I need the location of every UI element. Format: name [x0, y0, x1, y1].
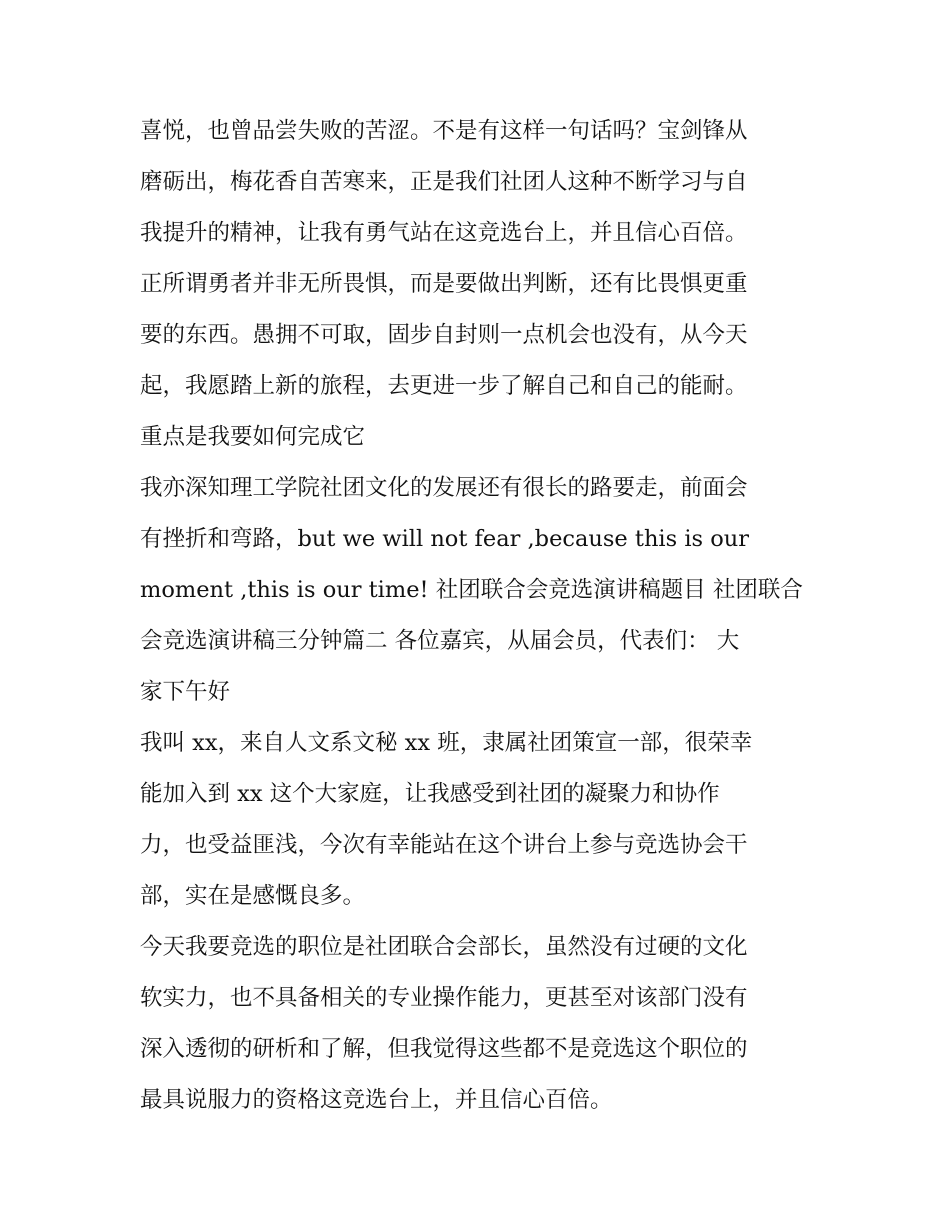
text-line: 深入透彻的研析和了解，但我觉得这些都不是竞选这个职位的 — [140, 1036, 748, 1062]
text-line: 能加入到 xx 这个大家庭，让我感受到社团的凝聚力和协作 — [140, 781, 720, 807]
text-line: 有挫折和弯路，but we will not fear ,because this is our — [140, 526, 750, 552]
text-line: 力，也受益匪浅，今次有幸能站在这个讲台上参与竞选协会干 — [140, 832, 748, 858]
text-line: 家下午好 — [140, 679, 231, 705]
text-line: 我提升的精神，让我有勇气站在这竞选台上，并且信心百倍。 — [140, 220, 748, 246]
text-line: moment ,this is our time! 社团联合会竞选演讲稿题目 社团联合 — [140, 577, 803, 603]
document-body — [140, 106, 820, 1126]
text-line: 起，我愿踏上新的旅程，去更进一步了解自己和自己的能耐。 — [140, 373, 748, 399]
text-line: 最具说服力的资格这竞选台上，并且信心百倍。 — [140, 1087, 613, 1113]
text-line: 我亦深知理工学院社团文化的发展还有很长的路要走，前面会 — [140, 475, 748, 501]
text-line: 我叫 xx，来自人文系文秘 xx 班，隶属社团策宣一部，很荣幸 — [140, 730, 753, 756]
text-line: 要的东西。愚拥不可取，固步自封则一点机会也没有，从今天 — [140, 322, 748, 348]
text-line: 今天我要竞选的职位是社团联合会部长，虽然没有过硬的文化 — [140, 934, 748, 960]
text-line: 软实力，也不具备相关的专业操作能力，更甚至对该部门没有 — [140, 985, 748, 1011]
text-line: 正所谓勇者并非无所畏惧，而是要做出判断，还有比畏惧更重 — [140, 271, 748, 297]
text-line: 重点是我要如何完成它 — [140, 424, 366, 450]
text-line: 会竞选演讲稿三分钟篇二 各位嘉宾，从届会员，代表们： 大 — [140, 628, 740, 654]
text-line: 部，实在是感慨良多。 — [140, 883, 366, 909]
text-line: 喜悦，也曾品尝失败的苦涩。不是有这样一句话吗？宝剑锋从 — [140, 118, 748, 144]
text-line: 磨砺出，梅花香自苦寒来，正是我们社团人这种不断学习与自 — [140, 169, 748, 195]
